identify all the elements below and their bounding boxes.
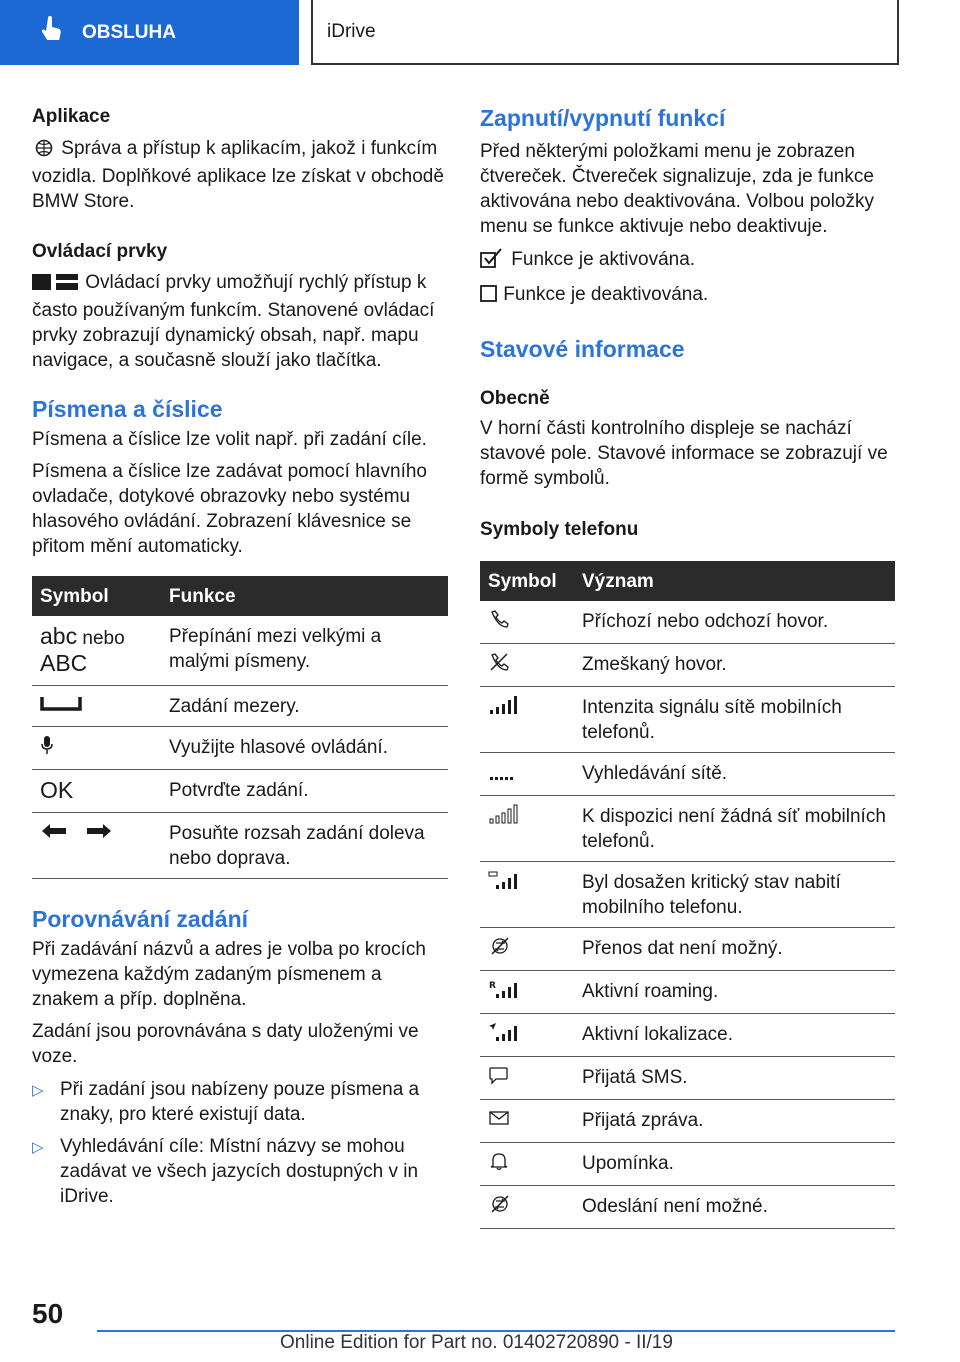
table-row: Byl dosažen kritický stav nabití mobilního telefonu. bbox=[480, 862, 895, 928]
obecne-paragraph: V horní části kontrolního displeje se nachází stavové pole. Stavové informace se zobrazují ve formě symbolů. bbox=[480, 418, 888, 489]
checkbox-empty-icon bbox=[480, 285, 498, 310]
pismena-paragraph-1: Písmena a číslice lze volit např. při zadání cíle. bbox=[32, 429, 427, 450]
list-item: ▷ Vyhledávání cíle: Místní názvy se mohou zadávat ve všech jazycích dostupných v in iDrive. bbox=[32, 1136, 419, 1207]
localization-icon bbox=[480, 1014, 574, 1057]
table-row: abc nebo ABC Přepínání mezi velkými a malými písmeny. bbox=[32, 616, 448, 686]
signal-strength-icon bbox=[480, 687, 574, 753]
table-row: R Aktivní roaming. bbox=[480, 971, 895, 1014]
footer-edition: Online Edition for Part no. 01402720890 - II/19 bbox=[280, 1332, 673, 1353]
aplikace-paragraph: Správa a přístup k aplikacím, jakož i funkcím vozidla. Doplňkové aplikace lze získat v obchodě BMW Store. bbox=[32, 138, 444, 212]
table-row: K dispozici není žádná síť mobilních telefonů. bbox=[480, 796, 895, 862]
sms-icon bbox=[480, 1057, 574, 1100]
table-row: Využijte hlasové ovládání. bbox=[32, 727, 448, 770]
table-row: OK Potvrďte zadání. bbox=[32, 770, 448, 813]
symboly-heading: Symboly telefonu bbox=[480, 519, 639, 540]
ovladaci-paragraph: Ovládací prvky umožňují rychlý přístup k často používaným funkcím. Stanovené ovládací prvky zobrazují dynamický obsah, např. mapu navigace, a současně slouží jako tlačítka. bbox=[32, 272, 435, 371]
chapter-title-box bbox=[311, 0, 899, 65]
table-row: Intenzita signálu sítě mobilních telefonů. bbox=[480, 687, 895, 753]
aplikace-heading: Aplikace bbox=[32, 106, 111, 127]
stavove-heading: Stavové informace bbox=[480, 336, 685, 362]
deaktivovana-line: Funkce je deaktivována. bbox=[480, 282, 895, 310]
phone-symbols-table bbox=[480, 561, 895, 1229]
ok-symbol: OK bbox=[32, 770, 161, 813]
table-row: Upomínka. bbox=[480, 1143, 895, 1186]
zapnuti-paragraph: Před některými položkami menu je zobrazen čtvereček. Čtvereček signalizuje, zda je funkce aktivována nebo deaktivována. Volbou položky menu se funkce aktivuje nebo deaktivuje. bbox=[480, 141, 874, 237]
mail-icon bbox=[480, 1100, 574, 1143]
space-bar-icon bbox=[32, 686, 161, 727]
table-row: Příchozí nebo odchozí hovor. bbox=[480, 601, 895, 644]
triangle-bullet-icon: ▷ bbox=[32, 1139, 44, 1156]
no-network-icon bbox=[480, 796, 574, 862]
ovladaci-heading: Ovládací prvky bbox=[32, 241, 168, 262]
apps-icon bbox=[32, 139, 56, 164]
checkbox-checked-icon bbox=[480, 248, 506, 275]
battery-critical-icon bbox=[480, 862, 574, 928]
phone-table-header-meaning: Význam bbox=[574, 561, 895, 601]
right-column bbox=[480, 100, 895, 1229]
table-row: Přijatá zpráva. bbox=[480, 1100, 895, 1143]
pismena-heading: Písmena a číslice bbox=[32, 396, 223, 422]
table-row: Zmeškaný hovor. bbox=[480, 644, 895, 687]
widgets-icon bbox=[32, 273, 80, 298]
bell-icon bbox=[480, 1143, 574, 1186]
table-row: Přijatá SMS. bbox=[480, 1057, 895, 1100]
aktivovana-line: Funkce je aktivována. bbox=[480, 247, 895, 275]
zapnuti-heading: Zapnutí/vypnutí funkcí bbox=[480, 105, 726, 131]
section-label: OBSLUHA bbox=[82, 21, 176, 43]
letters-table-header-function: Funkce bbox=[161, 576, 448, 616]
microphone-icon bbox=[32, 727, 161, 770]
page-number: 50 bbox=[32, 1298, 64, 1329]
roaming-icon bbox=[480, 971, 574, 1014]
phone-icon bbox=[480, 601, 574, 644]
pismena-paragraph-2: Písmena a číslice lze zadávat pomocí hlavního ovladače, dotykové obrazovky nebo systému hlasového ovládání. Zobrazení klávesnice se přitom mění automaticky. bbox=[32, 461, 427, 557]
porovnavani-paragraph-1: Při zadávání názvů a adres je volba po krocích vymezena každým zadaným písmenem a znakem a příp. doplněna. bbox=[32, 939, 426, 1010]
arrow-left-icon bbox=[40, 823, 68, 844]
chapter-title: iDrive bbox=[327, 20, 376, 42]
porovnavani-heading: Porovnávání zadání bbox=[32, 906, 249, 932]
table-row: Posuňte rozsah zadání doleva nebo doprava. bbox=[32, 813, 448, 879]
no-data-icon bbox=[480, 928, 574, 971]
hand-pointer-icon bbox=[40, 16, 64, 50]
list-item: ▷ Při zadání jsou nabízeny pouze písmena a znaky, pro které existují data. bbox=[32, 1079, 420, 1125]
table-row: Přenos dat není možný. bbox=[480, 928, 895, 971]
table-row: Vyhledávání sítě. bbox=[480, 753, 895, 796]
obecne-heading: Obecně bbox=[480, 388, 550, 409]
triangle-bullet-icon: ▷ bbox=[32, 1082, 44, 1099]
arrows-symbol bbox=[32, 813, 161, 879]
table-row: Aktivní lokalizace. bbox=[480, 1014, 895, 1057]
missed-call-icon bbox=[480, 644, 574, 687]
send-impossible-icon bbox=[480, 1186, 574, 1229]
section-tab bbox=[0, 0, 299, 65]
network-search-icon bbox=[480, 753, 574, 796]
case-switch-symbol: abc nebo ABC bbox=[32, 616, 161, 686]
arrow-right-icon bbox=[85, 823, 113, 844]
table-row: Odeslání není možné. bbox=[480, 1186, 895, 1229]
left-column bbox=[32, 100, 448, 1209]
letters-table-header-symbol: Symbol bbox=[32, 576, 161, 616]
phone-table-header-symbol: Symbol bbox=[480, 561, 574, 601]
table-row: Zadání mezery. bbox=[32, 686, 448, 727]
letters-table bbox=[32, 576, 448, 879]
svg-text:R: R bbox=[489, 981, 496, 991]
porovnavani-paragraph-2: Zadání jsou porovnávána s daty uloženými ve voze. bbox=[32, 1021, 419, 1067]
